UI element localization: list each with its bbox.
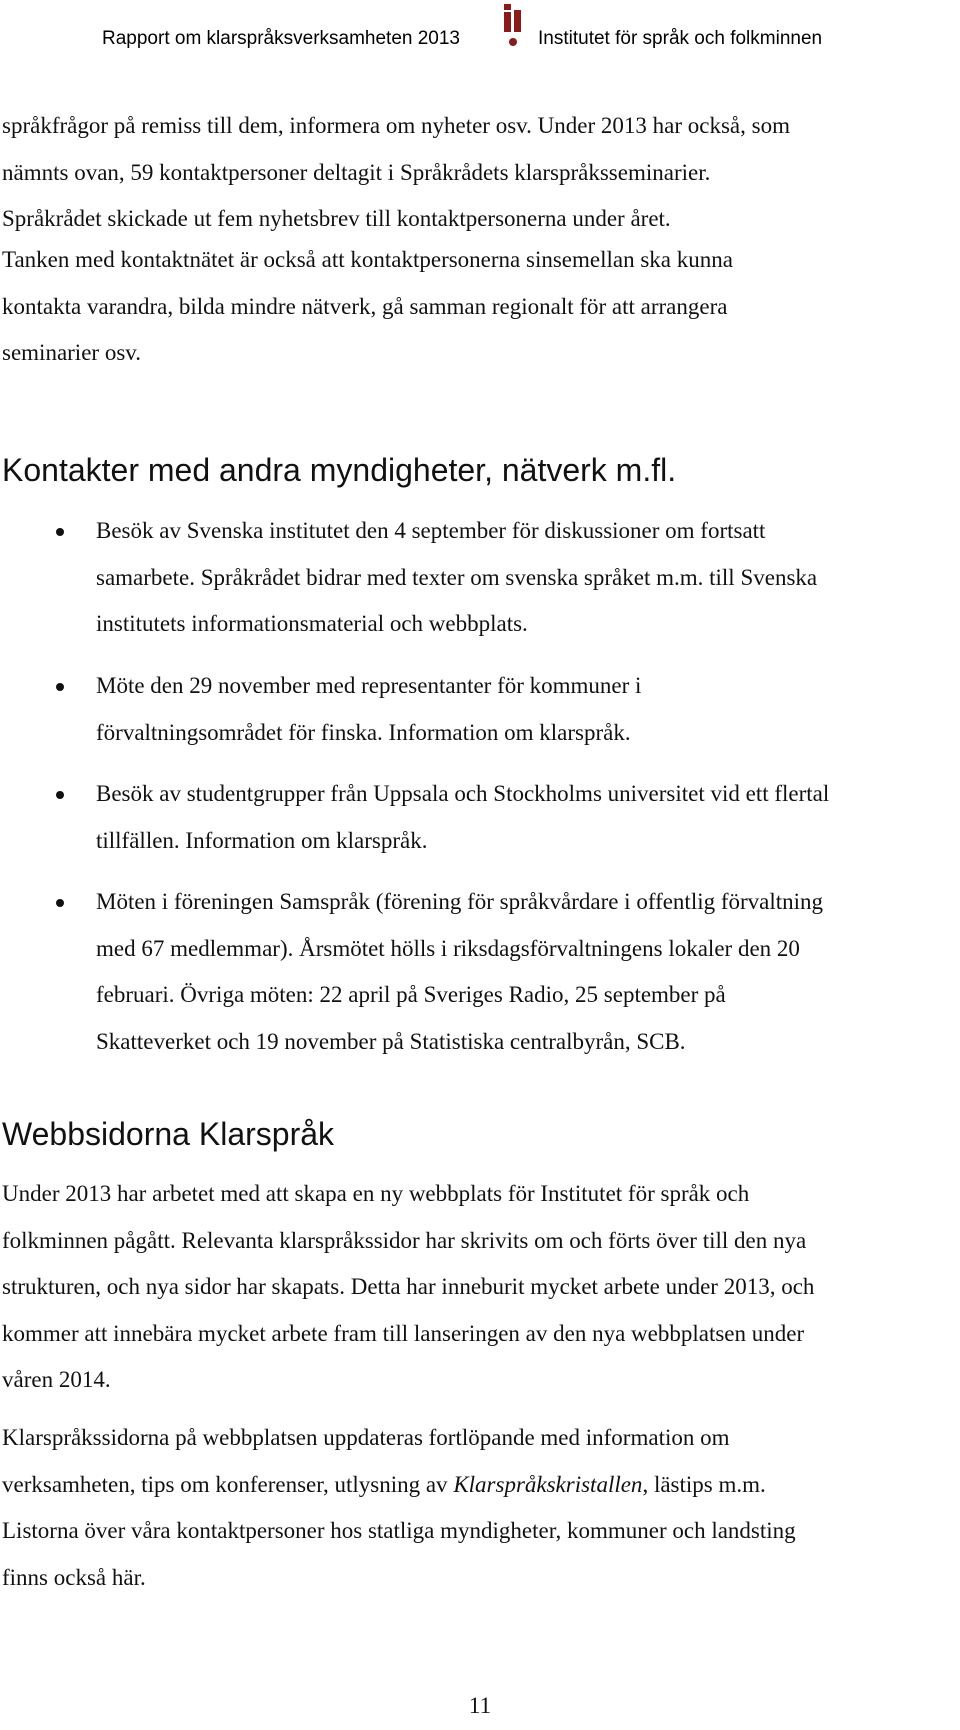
text-line: kommer att innebära mycket arbete fram till lanseringen av den nya webbplatsen under: [2, 1320, 805, 1346]
text-line: februari. Övriga möten: 22 april på Sveriges Radio, 25 september på: [96, 982, 726, 1007]
text-line: Under 2013 har arbetet med att skapa en ny webbplats för Institutet för språk och: [2, 1181, 750, 1206]
bullet-icon: [56, 899, 64, 907]
bullet-icon: [56, 683, 64, 691]
text-line: kontakta varandra, bilda mindre nätverk, gå samman regionalt för att arrangera: [2, 293, 728, 319]
text-line: med 67 medlemmar). Årsmötet hölls i riksdagsförvaltningens lokaler den 20: [96, 935, 800, 961]
bullet-text: [96, 879, 956, 1065]
text-line: språkfrågor på remiss till dem, informera om nyheter osv. Under 2013 har också, som: [2, 113, 790, 138]
text-line: Tanken med kontaktnätet är också att kontaktpersonerna sinsemellan ska kunna: [2, 247, 733, 272]
bullet-text: [96, 771, 956, 864]
text-line: Besök av Svenska institutet den 4 september för diskussioner om fortsatt: [96, 518, 766, 543]
webpages-paragraph-1: [2, 1171, 947, 1404]
text-line: samarbete. Språkrådet bidrar med texter om svenska språket m.m. till Svenska: [96, 564, 818, 590]
text-line: förvaltningsområdet för finska. Information om klarspråk.: [96, 719, 631, 745]
bullet-text: [96, 508, 956, 648]
text-line: institutets informationsmaterial och webbplats.: [96, 611, 528, 636]
bullet-icon: [56, 528, 64, 536]
text-segment: verksamheten, tips om konferenser, utlysning av: [2, 1471, 454, 1497]
section-heading-contacts: Kontakter med andra myndigheter, nätverk m.fl.: [2, 452, 677, 488]
text-line: tillfällen. Information om klarspråk.: [96, 827, 428, 853]
text-line: Klarspråkssidorna på webbplatsen uppdateras fortlöpande med information om: [2, 1425, 730, 1450]
text-line: nämnts ovan, 59 kontaktpersoner deltagit i Språkrådets klarspråksseminarier.: [2, 159, 711, 185]
text-line: Språkrådet skickade ut fem nyhetsbrev till kontaktpersonerna under året.: [2, 206, 671, 231]
institute-name: Institutet för språk och folkminnen: [538, 28, 823, 49]
intro-paragraph-1: [2, 103, 947, 243]
section-heading-webpages: Webbsidorna Klarspråk: [2, 1116, 335, 1152]
publication-title: Klarspråkskristallen: [453, 1471, 643, 1497]
page-number: 11: [468, 1693, 492, 1718]
bullet-text: [96, 663, 956, 756]
text-line: [2, 1462, 947, 1509]
institute-logo-icon: [500, 2, 526, 50]
text-line: Skatteverket och 19 november på Statistiska centralbyrån, SCB.: [96, 1028, 686, 1054]
text-line: folkminnen pågått. Relevanta klarspråkssidor har skrivits om och förts över till den nya: [2, 1227, 807, 1253]
text-segment: , lästips m.m.: [642, 1471, 766, 1497]
text-line: Möten i föreningen Samspråk (förening för språkvårdare i offentlig förvaltning: [96, 889, 824, 914]
text-line: Möte den 29 november med representanter för kommuner i: [96, 673, 642, 698]
text-line: våren 2014.: [2, 1367, 111, 1392]
page-header: [0, 0, 960, 80]
text-line: Besök av studentgrupper från Uppsala och Stockholms universitet vid ett flertal: [96, 781, 830, 806]
text-line: Listorna över våra kontaktpersoner hos statliga myndigheter, kommuner och landsting: [2, 1518, 796, 1543]
text-line: finns också här.: [2, 1564, 146, 1590]
report-title: Rapport om klarspråksverksamheten 2013: [102, 28, 461, 49]
intro-paragraph-2: [2, 237, 947, 377]
text-line: seminarier osv.: [2, 340, 142, 365]
bullet-icon: [56, 791, 64, 799]
text-line: strukturen, och nya sidor har skapats. Detta har inneburit mycket arbete under 2013, och: [2, 1274, 815, 1299]
webpages-paragraph-2: [2, 1415, 947, 1601]
